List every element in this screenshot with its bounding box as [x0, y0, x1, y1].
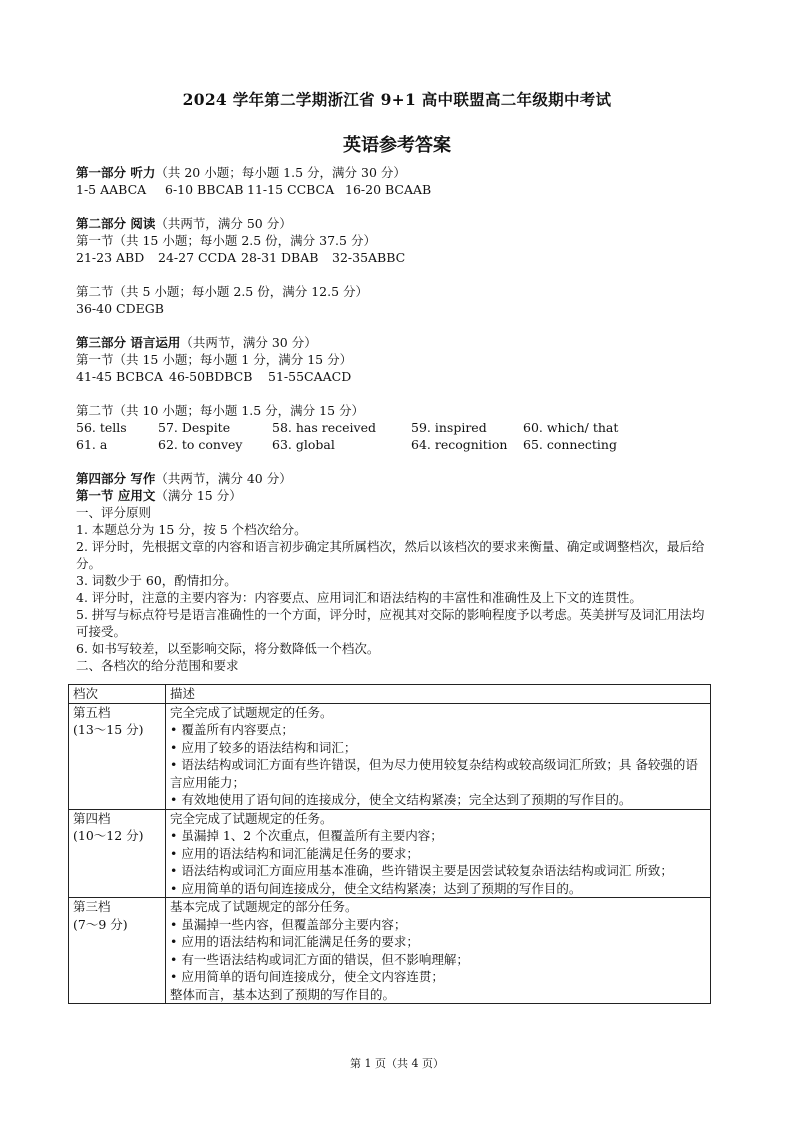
header-description: 描述 — [166, 685, 711, 704]
answer-group: 6-10 BBCAB — [165, 182, 244, 197]
description-line: 整体而言，基本达到了预期的写作目的。 — [170, 986, 396, 1002]
answer-group: 1-5 AABCA — [76, 182, 147, 197]
fill-answer: 64. recognition — [411, 437, 508, 452]
principle-item: 3. 词数少于 60，酌情扣分。 — [76, 573, 237, 588]
level-cell — [69, 703, 166, 809]
answer-content — [76, 164, 716, 674]
description-line: • 覆盖所有内容要点； — [170, 722, 294, 737]
answer-group: 24-27 CCDA — [158, 250, 237, 265]
level-cell — [69, 898, 166, 1004]
part3-sec2-heading: 第二节（共 10 小题；每小题 1.5 分，满分 15 分） — [76, 403, 365, 418]
part3-sec1-answers — [76, 368, 716, 385]
part2-heading: 第二部分 阅读 — [76, 216, 156, 231]
part2-sec2-heading: 第二节（共 5 小题；每小题 2.5 份，满分 12.5 分） — [76, 284, 369, 299]
principle-item: 1. 本题总分为 15 分，按 5 个档次给分。 — [76, 522, 307, 537]
part4-heading-line — [76, 470, 716, 487]
part3-heading: 第三部分 语言运用 — [76, 335, 181, 350]
part2-heading-line — [76, 215, 716, 232]
exam-title: 2024 学年第二学期浙江省 9+1 高中联盟高二年级期中考试 — [182, 90, 612, 109]
description-line: • 虽漏掉一些内容，但覆盖部分主要内容； — [170, 916, 407, 932]
description-line: • 应用的语法结构和词汇能满足任务的要求； — [170, 934, 419, 949]
description-line: • 应用简单的语句间连接成分，使全文内容连贯； — [170, 969, 444, 984]
fill-answer: 58. has received — [272, 420, 376, 435]
answer-group: 11-15 CCBCA — [247, 182, 335, 197]
fill-answers-row-1 — [76, 419, 716, 436]
principles-title: 一、评分原则 — [76, 505, 152, 520]
fill-answer: 61. a — [76, 437, 108, 452]
description-line: • 有效地使用了语句间的连接成分，使全文结构紧凑；完全达到了预期的写作目的。 — [170, 792, 632, 807]
fill-answers-row-2 — [76, 436, 716, 453]
level-range: (7～9 分) — [73, 916, 128, 932]
level-name: 第四档 — [73, 810, 111, 826]
part4-heading: 第四部分 写作 — [76, 471, 156, 486]
description-line: • 应用简单的语句间连接成分，使全文结构紧凑；达到了预期的写作目的。 — [170, 880, 582, 896]
description-line: 完全完成了试题规定的任务。 — [170, 704, 333, 720]
part4-sec1-note: （满分 15 分） — [155, 488, 242, 503]
fill-answer: 60. which/ that — [523, 420, 619, 435]
description-cell — [166, 809, 711, 898]
principle-item: 5. 拼写与标点符号是语言准确性的一个方面，评分时，应视其对交际的影响程度予以考虑。英美拼写及词汇用法均可接受。 — [76, 607, 705, 639]
ranges-title: 二、各档次的给分范围和要求 — [76, 658, 239, 673]
part1-heading: 第一部分 听力 — [76, 165, 156, 180]
table-row — [69, 898, 711, 1004]
level-cell — [69, 809, 166, 898]
part2-sec1-heading: 第一节（共 15 小题；每小题 2.5 份，满分 37.5 分） — [76, 233, 376, 248]
principle-item: 4. 评分时，注意的主要内容为：内容要点、应用词汇和语法结构的丰富性和准确性及上下文的连贯性。 — [76, 590, 642, 605]
answer-group: 21-23 ABD — [76, 250, 145, 265]
answer-group: 41-45 BCBCA — [76, 369, 163, 384]
description-line: • 应用的语法结构和词汇能满足任务的要求； — [170, 845, 419, 861]
part1-answers — [76, 181, 716, 198]
part2-sec1-answers — [76, 249, 716, 266]
description-cell — [166, 898, 711, 1004]
description-cell — [166, 703, 711, 809]
level-range: (13～15 分) — [73, 722, 144, 737]
fill-answer: 57. Despite — [158, 420, 231, 435]
grading-table — [68, 684, 711, 1004]
part2-note: （共两节，满分 50 分） — [155, 216, 292, 231]
fill-answer: 56. tells — [76, 420, 127, 435]
description-line: 完全完成了试题规定的任务。 — [170, 810, 333, 826]
part1-note: （共 20 小题；每小题 1.5 分，满分 30 分） — [155, 165, 406, 180]
description-line: • 语法结构或词汇方面有些许错误，但为尽力使用较复杂结构或较高级词汇所致；具 备较强的语言应用能力； — [170, 757, 698, 790]
description-line: • 应用了较多的语法结构和词汇； — [170, 739, 357, 755]
answer-group: 28-31 DBAB — [241, 250, 319, 265]
fill-answer: 59. inspired — [411, 420, 487, 435]
header-level: 档次 — [69, 685, 166, 704]
part3-note: （共两节，满分 30 分） — [180, 335, 317, 350]
level-name: 第三档 — [73, 899, 111, 914]
answer-group: 16-20 BCAAB — [345, 182, 432, 197]
part3-heading-line — [76, 334, 716, 351]
description-line: • 语法结构或词汇方面应用基本准确，些许错误主要是因尝试较复杂语法结构或词汇 所致； — [170, 863, 673, 878]
answer-group: 46-50BDBCB — [169, 369, 253, 384]
table-row — [69, 809, 711, 898]
answer-key-title: 英语参考答案 — [343, 135, 451, 156]
table-header-row — [69, 685, 711, 704]
level-name: 第五档 — [73, 704, 111, 720]
answer-group: 51-55CAACD — [268, 369, 352, 384]
part2-sec2-answers: 36-40 CDEGB — [76, 301, 164, 316]
part4-sec1-heading-line — [76, 487, 716, 504]
fill-answer: 62. to convey — [158, 437, 243, 452]
part3-sec1-heading: 第一节（共 15 小题；每小题 1 分，满分 15 分） — [76, 352, 353, 367]
table-row — [69, 703, 711, 809]
principle-item: 6. 如书写较差，以至影响交际，将分数降低一个档次。 — [76, 641, 380, 656]
description-line: • 虽漏掉 1、2 个次重点，但覆盖所有主要内容； — [170, 828, 443, 843]
answer-group: 32-35ABBC — [332, 250, 406, 265]
part4-sec1-heading: 第一节 应用文 — [76, 488, 156, 503]
part1-heading-line — [76, 164, 716, 181]
fill-answer: 65. connecting — [523, 437, 617, 452]
part4-note: （共两节，满分 40 分） — [155, 471, 292, 486]
description-line: • 有一些语法结构或词汇方面的错误，但不影响理解； — [170, 951, 469, 967]
description-line: 基本完成了试题规定的部分任务。 — [170, 899, 358, 914]
page-footer: 第 1 页（共 4 页） — [350, 1057, 444, 1070]
level-range: (10～12 分) — [73, 828, 144, 843]
principle-item: 2. 评分时，先根据文章的内容和语言初步确定其所属档次，然后以该档次的要求来衡量、确定或调整档次，最后给分。 — [76, 539, 705, 571]
fill-answer: 63. global — [272, 437, 335, 452]
